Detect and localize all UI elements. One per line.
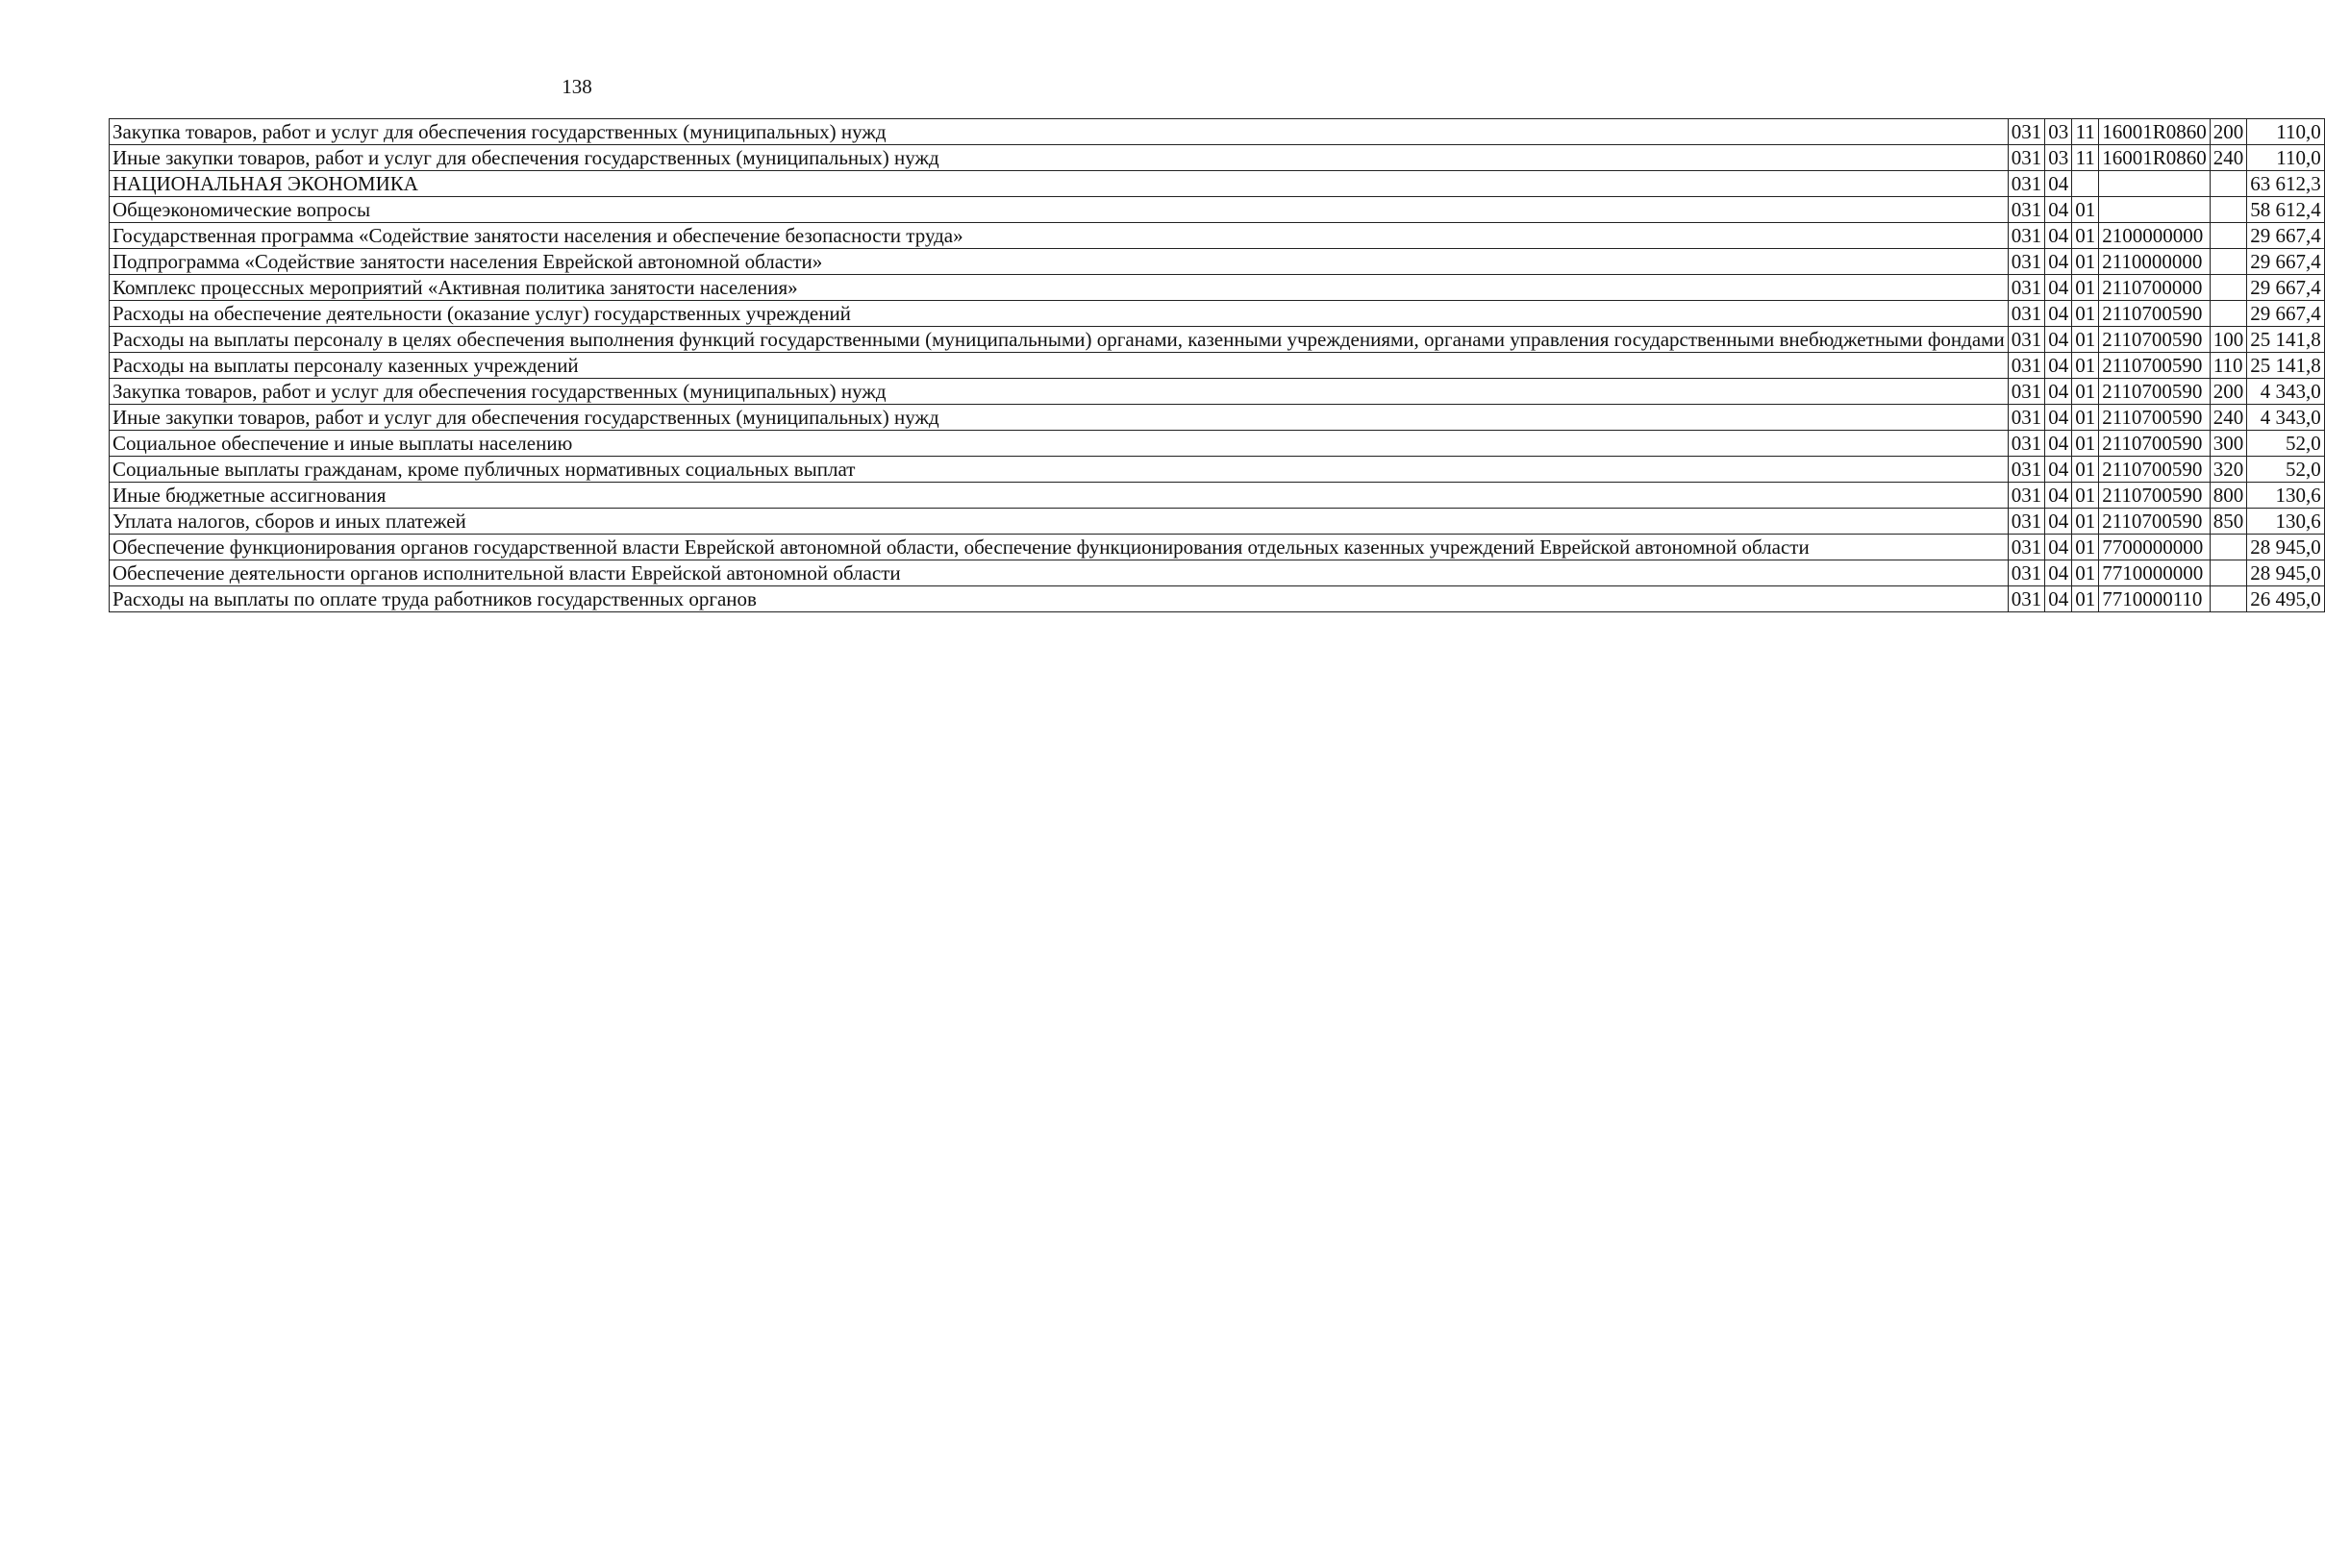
row-target-article-code: 7710000110 [2099, 586, 2211, 612]
row-amount: 29 667,4 [2247, 301, 2325, 327]
row-expense-type-code [2210, 197, 2247, 223]
row-expense-type-code: 200 [2210, 379, 2247, 405]
row-subsection-code [2072, 171, 2099, 197]
table-row [110, 431, 2325, 457]
row-section-code: 04 [2045, 197, 2072, 223]
row-expense-type-code: 240 [2210, 405, 2247, 431]
row-expense-type-code [2210, 586, 2247, 612]
row-subsection-code: 01 [2072, 197, 2099, 223]
row-expense-type-code: 200 [2210, 119, 2247, 145]
row-grbs-code: 031 [2008, 301, 2045, 327]
table-row [110, 223, 2325, 249]
table-row [110, 379, 2325, 405]
row-target-article-code [2099, 197, 2211, 223]
row-expense-type-code [2210, 535, 2247, 560]
row-name: Закупка товаров, работ и услуг для обеспечения государственных (муниципальных) нужд [110, 379, 2009, 405]
row-section-code: 04 [2045, 431, 2072, 457]
row-section-code: 04 [2045, 353, 2072, 379]
row-name: Комплекс процессных мероприятий «Активная политика занятости населения» [110, 275, 2009, 301]
row-name: Социальное обеспечение и иные выплаты населению [110, 431, 2009, 457]
row-grbs-code: 031 [2008, 327, 2045, 353]
row-grbs-code: 031 [2008, 483, 2045, 509]
row-amount: 4 343,0 [2247, 379, 2325, 405]
row-expense-type-code: 850 [2210, 509, 2247, 535]
row-section-code: 04 [2045, 327, 2072, 353]
row-subsection-code: 01 [2072, 301, 2099, 327]
table-row [110, 275, 2325, 301]
row-name: Закупка товаров, работ и услуг для обеспечения государственных (муниципальных) нужд [110, 119, 2009, 145]
row-target-article-code: 16001R0860 [2099, 119, 2211, 145]
row-name: Подпрограмма «Содействие занятости населения Еврейской автономной области» [110, 249, 2009, 275]
row-target-article-code: 7710000000 [2099, 560, 2211, 586]
row-target-article-code: 2110000000 [2099, 249, 2211, 275]
row-subsection-code: 01 [2072, 223, 2099, 249]
row-name: Обеспечение функционирования органов государственной власти Еврейской автономной области, обеспечение функционирования отдельных казенных учреждений Еврейской автономной области [110, 535, 2009, 560]
row-target-article-code: 2110700590 [2099, 509, 2211, 535]
row-subsection-code: 01 [2072, 275, 2099, 301]
row-amount: 52,0 [2247, 431, 2325, 457]
row-expense-type-code: 100 [2210, 327, 2247, 353]
table-row [110, 249, 2325, 275]
row-amount: 25 141,8 [2247, 327, 2325, 353]
row-target-article-code: 2110700590 [2099, 457, 2211, 483]
row-amount: 110,0 [2247, 119, 2325, 145]
row-target-article-code: 7700000000 [2099, 535, 2211, 560]
row-section-code: 04 [2045, 171, 2072, 197]
row-expense-type-code [2210, 275, 2247, 301]
table-row [110, 301, 2325, 327]
row-name: НАЦИОНАЛЬНАЯ ЭКОНОМИКА [110, 171, 2009, 197]
row-amount: 29 667,4 [2247, 275, 2325, 301]
row-section-code: 04 [2045, 483, 2072, 509]
row-grbs-code: 031 [2008, 171, 2045, 197]
table-row [110, 327, 2325, 353]
row-expense-type-code: 800 [2210, 483, 2247, 509]
row-grbs-code: 031 [2008, 223, 2045, 249]
row-subsection-code: 01 [2072, 560, 2099, 586]
row-target-article-code: 2110700590 [2099, 431, 2211, 457]
row-name: Иные закупки товаров, работ и услуг для обеспечения государственных (муниципальных) нужд [110, 405, 2009, 431]
row-amount: 25 141,8 [2247, 353, 2325, 379]
row-subsection-code: 01 [2072, 483, 2099, 509]
row-target-article-code: 2110700590 [2099, 327, 2211, 353]
row-section-code: 04 [2045, 535, 2072, 560]
row-name: Социальные выплаты гражданам, кроме публичных нормативных социальных выплат [110, 457, 2009, 483]
row-grbs-code: 031 [2008, 535, 2045, 560]
row-amount: 63 612,3 [2247, 171, 2325, 197]
row-grbs-code: 031 [2008, 509, 2045, 535]
table-row [110, 509, 2325, 535]
row-grbs-code: 031 [2008, 379, 2045, 405]
row-section-code: 04 [2045, 249, 2072, 275]
row-target-article-code [2099, 171, 2211, 197]
row-target-article-code: 16001R0860 [2099, 145, 2211, 171]
page-number: 138 [562, 75, 592, 98]
row-section-code: 04 [2045, 379, 2072, 405]
row-amount: 29 667,4 [2247, 249, 2325, 275]
row-name: Расходы на выплаты персоналу казенных учреждений [110, 353, 2009, 379]
row-target-article-code: 2100000000 [2099, 223, 2211, 249]
row-section-code: 04 [2045, 509, 2072, 535]
row-name: Расходы на выплаты по оплате труда работников государственных органов [110, 586, 2009, 612]
row-target-article-code: 2110700590 [2099, 405, 2211, 431]
row-amount: 28 945,0 [2247, 535, 2325, 560]
row-expense-type-code [2210, 249, 2247, 275]
row-grbs-code: 031 [2008, 119, 2045, 145]
row-amount: 4 343,0 [2247, 405, 2325, 431]
row-target-article-code: 2110700000 [2099, 275, 2211, 301]
row-amount: 29 667,4 [2247, 223, 2325, 249]
row-subsection-code: 11 [2072, 119, 2099, 145]
row-grbs-code: 031 [2008, 145, 2045, 171]
row-amount: 26 495,0 [2247, 586, 2325, 612]
table-row [110, 145, 2325, 171]
row-section-code: 04 [2045, 586, 2072, 612]
row-name: Уплата налогов, сборов и иных платежей [110, 509, 2009, 535]
row-section-code: 04 [2045, 457, 2072, 483]
row-section-code: 04 [2045, 301, 2072, 327]
row-grbs-code: 031 [2008, 197, 2045, 223]
row-expense-type-code [2210, 223, 2247, 249]
row-subsection-code: 01 [2072, 509, 2099, 535]
row-expense-type-code: 300 [2210, 431, 2247, 457]
row-section-code: 03 [2045, 119, 2072, 145]
row-amount: 28 945,0 [2247, 560, 2325, 586]
row-grbs-code: 031 [2008, 275, 2045, 301]
row-section-code: 04 [2045, 275, 2072, 301]
row-target-article-code: 2110700590 [2099, 301, 2211, 327]
row-grbs-code: 031 [2008, 249, 2045, 275]
budget-table-body [110, 119, 2325, 612]
row-subsection-code: 01 [2072, 405, 2099, 431]
table-row [110, 535, 2325, 560]
table-row [110, 483, 2325, 509]
row-expense-type-code: 320 [2210, 457, 2247, 483]
row-name: Общеэкономические вопросы [110, 197, 2009, 223]
table-row [110, 405, 2325, 431]
row-target-article-code: 2110700590 [2099, 353, 2211, 379]
table-row [110, 457, 2325, 483]
table-row [110, 586, 2325, 612]
row-section-code: 03 [2045, 145, 2072, 171]
row-target-article-code: 2110700590 [2099, 483, 2211, 509]
row-amount: 52,0 [2247, 457, 2325, 483]
row-grbs-code: 031 [2008, 560, 2045, 586]
row-subsection-code: 01 [2072, 249, 2099, 275]
row-subsection-code: 01 [2072, 353, 2099, 379]
row-expense-type-code [2210, 171, 2247, 197]
row-subsection-code: 11 [2072, 145, 2099, 171]
row-subsection-code: 01 [2072, 379, 2099, 405]
row-amount: 130,6 [2247, 509, 2325, 535]
row-name: Государственная программа «Содействие занятости населения и обеспечение безопасности труда» [110, 223, 2009, 249]
row-expense-type-code: 240 [2210, 145, 2247, 171]
table-row [110, 560, 2325, 586]
row-grbs-code: 031 [2008, 431, 2045, 457]
row-expense-type-code: 110 [2210, 353, 2247, 379]
table-row [110, 171, 2325, 197]
row-subsection-code: 01 [2072, 586, 2099, 612]
table-row [110, 197, 2325, 223]
row-grbs-code: 031 [2008, 405, 2045, 431]
row-grbs-code: 031 [2008, 586, 2045, 612]
row-subsection-code: 01 [2072, 327, 2099, 353]
row-name: Расходы на выплаты персоналу в целях обеспечения выполнения функций государственными (муниципальными) органами, казенными учреждениями, органами управления государственными внебюджетными фондами [110, 327, 2009, 353]
row-amount: 58 612,4 [2247, 197, 2325, 223]
row-grbs-code: 031 [2008, 353, 2045, 379]
row-expense-type-code [2210, 560, 2247, 586]
row-amount: 110,0 [2247, 145, 2325, 171]
row-grbs-code: 031 [2008, 457, 2045, 483]
row-section-code: 04 [2045, 223, 2072, 249]
row-subsection-code: 01 [2072, 457, 2099, 483]
row-subsection-code: 01 [2072, 431, 2099, 457]
row-target-article-code: 2110700590 [2099, 379, 2211, 405]
row-expense-type-code [2210, 301, 2247, 327]
budget-table [109, 118, 2325, 612]
row-name: Обеспечение деятельности органов исполнительной власти Еврейской автономной области [110, 560, 2009, 586]
row-name: Расходы на обеспечение деятельности (оказание услуг) государственных учреждений [110, 301, 2009, 327]
row-subsection-code: 01 [2072, 535, 2099, 560]
row-name: Иные закупки товаров, работ и услуг для обеспечения государственных (муниципальных) нужд [110, 145, 2009, 171]
row-amount: 130,6 [2247, 483, 2325, 509]
row-section-code: 04 [2045, 405, 2072, 431]
row-section-code: 04 [2045, 560, 2072, 586]
row-name: Иные бюджетные ассигнования [110, 483, 2009, 509]
table-row [110, 119, 2325, 145]
table-row [110, 353, 2325, 379]
